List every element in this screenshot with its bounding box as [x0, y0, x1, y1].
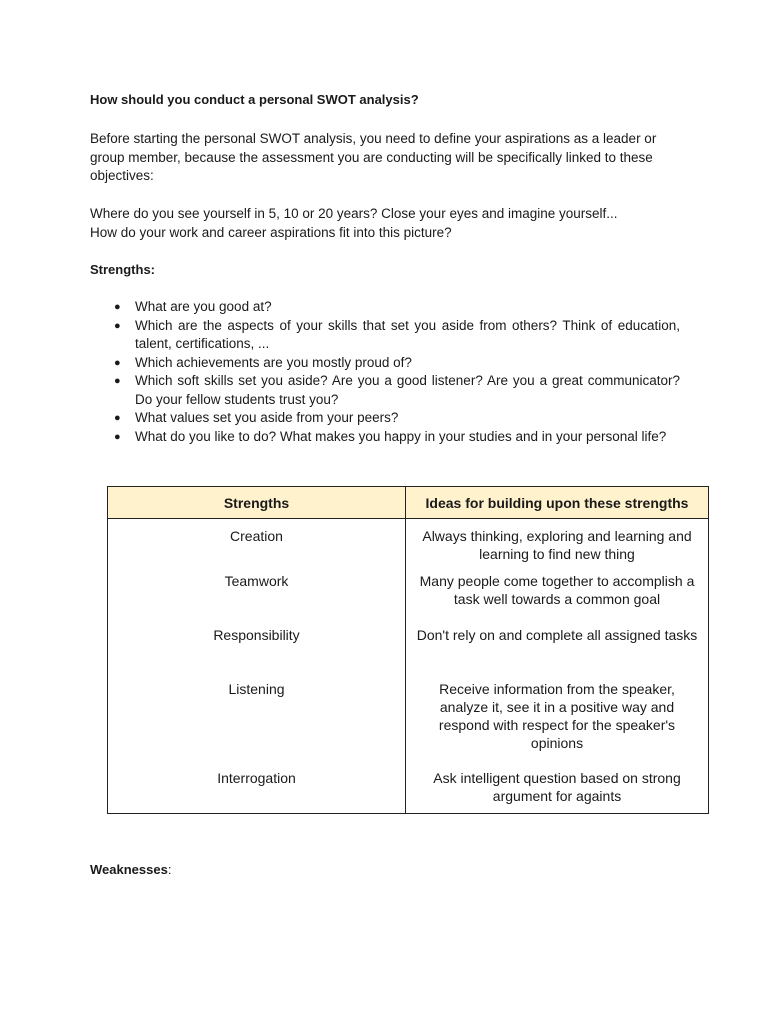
weaknesses-label: Weaknesses	[90, 862, 168, 877]
idea-cell: Receive information from the speaker, analyze it, see it in a positive way and respond with respect for the speaker's opinions	[406, 680, 709, 769]
list-item: ● What are you good at?	[90, 298, 680, 317]
bullet-icon: ●	[114, 430, 121, 443]
weaknesses-colon: :	[167, 862, 172, 877]
table-row	[108, 626, 709, 680]
table-header-row	[108, 487, 709, 519]
strength-cell: Responsibility	[108, 626, 406, 680]
table-row	[108, 519, 709, 573]
table-row	[108, 769, 709, 814]
intro-paragraph: Before starting the personal SWOT analysis, you need to define your aspirations as a leader or group member, because the assessment you are conducting will be specifically linked to these objectives:	[90, 131, 657, 183]
weaknesses-heading	[90, 862, 171, 877]
aspirations-line-1: Where do you see yourself in 5, 10 or 20 years? Close your eyes and imagine yourself...	[90, 206, 618, 221]
strengths-table	[107, 486, 709, 814]
bullet-icon: ●	[114, 319, 121, 332]
idea-cell: Many people come together to accomplish a task well towards a common goal	[406, 572, 709, 626]
idea-cell: Always thinking, exploring and learning and learning to find new thing	[406, 519, 709, 573]
strengths-question-list	[90, 298, 680, 446]
strength-cell: Creation	[108, 519, 406, 573]
table-row	[108, 572, 709, 626]
list-item: ● Which are the aspects of your skills that set you aside from others? Think of education, talent, certifications, ...	[114, 317, 680, 351]
aspirations-line-2: How do your work and career aspirations fit into this picture?	[90, 224, 452, 240]
bullet-icon: ●	[114, 375, 121, 387]
idea-cell: Ask intelligent question based on strong argument for againts	[406, 769, 709, 814]
bullet-icon: ●	[114, 412, 121, 424]
list-item: ● Which achievements are you mostly proud of?	[90, 354, 680, 373]
column-header-ideas: Ideas for building upon these strengths	[406, 487, 709, 519]
aspirations-paragraph	[90, 205, 690, 242]
list-item: ● Which soft skills set you aside? Are you a good listener? Are you a great communicator? Do your fellow students trust you?	[114, 373, 680, 407]
column-header-strengths: Strengths	[108, 487, 406, 519]
list-item: ● What do you like to do? What makes you happy in your studies and in your personal life?	[90, 428, 680, 447]
bullet-icon: ●	[114, 356, 121, 369]
list-item: ● What values set you aside from your peers?	[90, 409, 680, 428]
strength-cell: Listening	[108, 680, 406, 769]
strength-cell: Teamwork	[108, 572, 406, 626]
strength-cell: Interrogation	[108, 769, 406, 814]
page-heading: How should you conduct a personal SWOT analysis?	[90, 92, 419, 107]
table-row	[108, 680, 709, 769]
strengths-heading: Strengths:	[90, 262, 155, 277]
idea-cell: Don't rely on and complete all assigned tasks	[406, 626, 709, 680]
bullet-icon: ●	[114, 301, 121, 313]
